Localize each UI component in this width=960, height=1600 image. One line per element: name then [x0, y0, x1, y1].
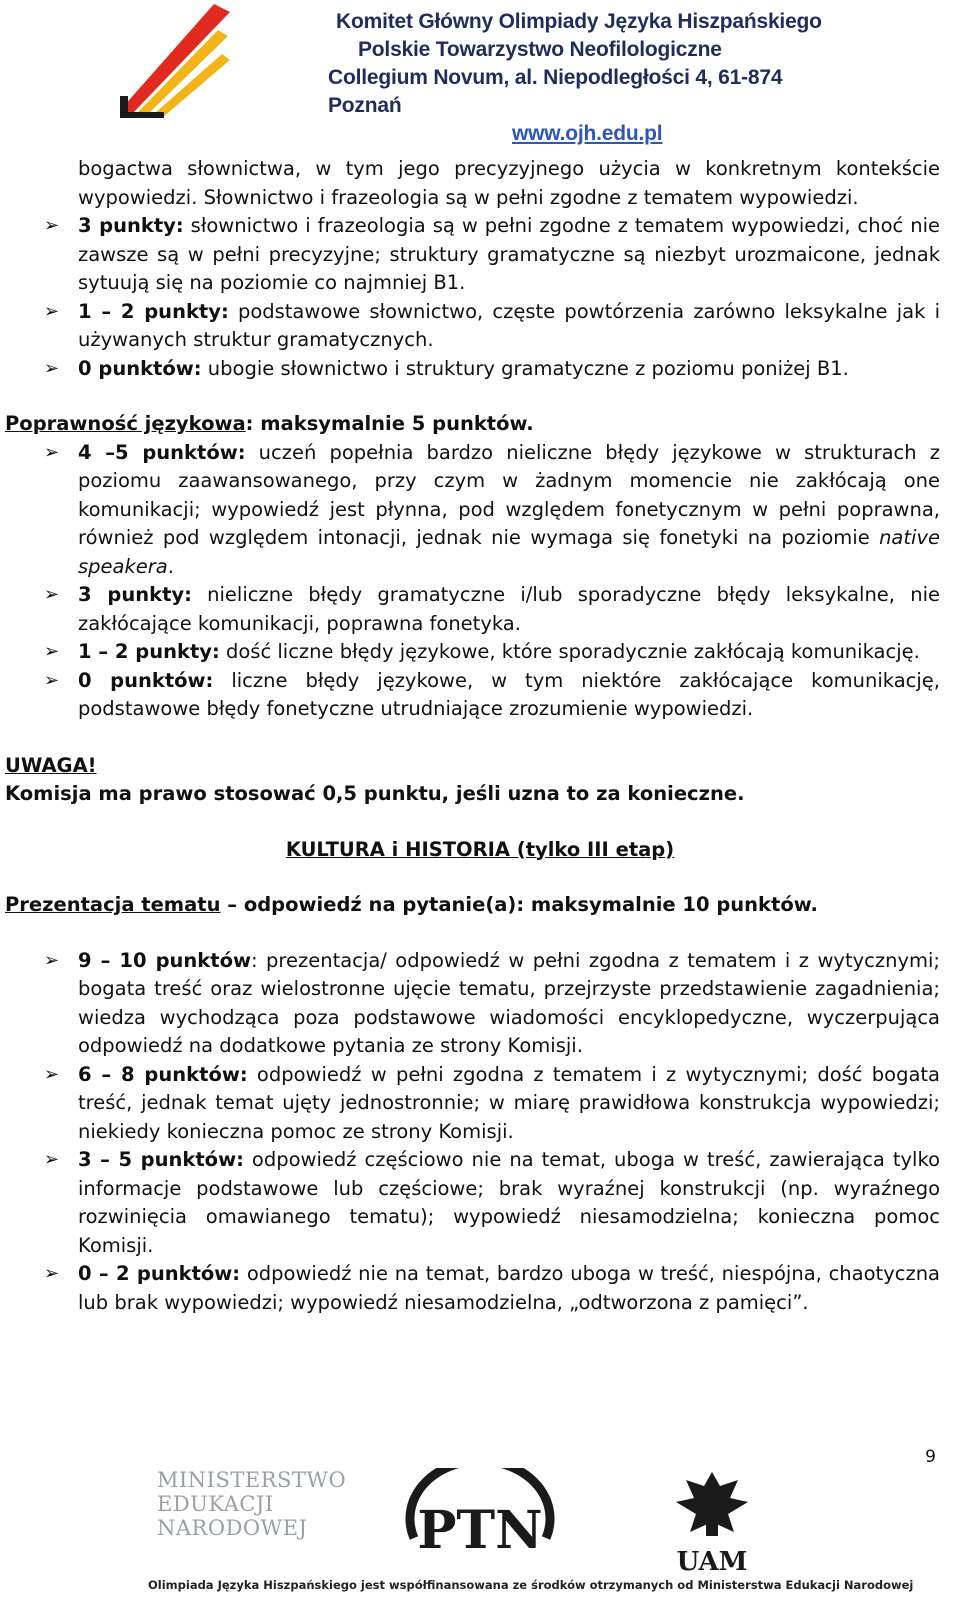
page-header	[0, 0, 960, 145]
ptn-logo-icon	[400, 1468, 560, 1572]
ptn-logo-text: PTN	[417, 1500, 543, 1561]
warning-text: Komisja ma prawo stosować 0,5 punktu, jeśli uzna to za konieczne.	[5, 782, 745, 805]
list-item	[44, 1061, 940, 1147]
page-number: 9	[925, 1447, 936, 1467]
list-item	[44, 439, 940, 582]
arrow-bullet-icon: ➢	[44, 357, 60, 379]
arrow-bullet-icon: ➢	[44, 669, 60, 691]
score-description: liczne błędy językowe, w tym niektóre zakłócające komunikację, podstawowe błędy fonetyczne utrudniające zrozumienie wypowiedzi.	[78, 668, 940, 720]
score-description: nieliczne błędy gramatyczne i/lub sporadyczne błędy leksykalne, nie zakłócające komunikacji, poprawna fonetyka.	[78, 583, 940, 635]
score-description: odpowiedź w pełni zgodna z tematem i z wytycznymi; dość bogata treść, jednak temat ujęty jednostronnie; w miarę prawidłowa konstrukcja wypowiedzi; niekiedy konieczna pomoc ze strony Komisji.	[78, 1062, 940, 1143]
score-label: 6 – 8 punktów:	[78, 1062, 248, 1086]
score-label: 3 – 5 punktów:	[78, 1148, 244, 1171]
culture-history-heading: KULTURA i HISTORIA (tylko III etap)	[285, 837, 675, 861]
correctness-heading-rest: : maksymalnie 5 punktów.	[245, 412, 534, 435]
list-item	[44, 667, 940, 724]
list-item	[44, 1146, 940, 1260]
score-description: podstawowe słownictwo, częste powtórzenia zarówno leksykalne jak i używanych struktur gramatycznych.	[78, 299, 940, 351]
uam-eagle-logo-icon	[672, 1466, 752, 1576]
header-address: Collegium Novum, al. Niepodległości 4, 61-874 Poznań	[328, 66, 783, 117]
score-label: 0 punktów:	[78, 356, 202, 380]
score-description-tail: .	[167, 554, 174, 578]
document-body	[0, 155, 960, 1317]
score-label: 0 punktów:	[78, 668, 214, 692]
list-item	[44, 947, 940, 1061]
uam-logo-text: UAM	[676, 1547, 748, 1576]
score-description: odpowiedź nie na temat, bardzo uboga w treść, niespójna, chaotyczna lub brak wypowiedzi; wypowiedź niesamodzielna, „odtworzona z pamięci”.	[78, 1262, 940, 1314]
italic-term: native speakera	[78, 526, 940, 578]
list-item	[44, 581, 940, 638]
header-committee: Komitet Główny Olimpiady Języka Hiszpańskiego	[336, 10, 822, 33]
score-label: 1 – 2 punkty:	[78, 640, 220, 663]
score-description: uczeń popełnia bardzo nieliczne błędy językowe w strukturach z poziomu zaawansowanego, przy czym w żadnym momencie nie zakłócają one komunikacji; wypowiedź jest płynna, pod względem fonetycznym w pełni poprawna, również pod względem intonacji, jednak nie wymaga się fonetyki na poziomie	[78, 440, 940, 549]
score-description: odpowiedź częściowo nie na temat, uboga w treść, zawierająca tylko informacje podstawowe lub częściowe; brak wyraźnej konstrukcji (np. wyraźnego rozwinięcia omawianego tematu); wypowiedź niesamodzielna; konieczna pomoc Komisji.	[78, 1148, 940, 1257]
presentation-heading	[5, 891, 940, 920]
score-description: : prezentacja/ odpowiedź w pełni zgodna z tematem i z wytycznymi; bogata treść oraz wielostronne ujęcie tematu, przejrzyste przedstawienie zagadnienia; wiedza wychodząca poza podstawowe wiadomości encyklopedyczne, wyczerpująca odpowiedź na dodatkowe pytania ze strony Komisji.	[78, 948, 940, 1057]
score-label: 3 punkty:	[78, 214, 184, 237]
score-label: 9 – 10 punktów	[78, 948, 252, 972]
arrow-bullet-icon: ➢	[44, 1149, 60, 1170]
intro-paragraph: bogactwa słownictwa, w tym jego precyzyjnego użycia w konkretnym kontekście wypowiedzi. Słownictwo i frazeologia są w pełni zgodne z tematem wypowiedzi.	[78, 157, 940, 209]
warning-label: UWAGA!	[5, 753, 97, 777]
score-description: dość liczne błędy językowe, które sporadycznie zakłócają komunikację.	[219, 640, 920, 663]
arrow-bullet-icon: ➢	[44, 1063, 60, 1085]
ministry-line: MINISTERSTWO	[157, 1468, 347, 1492]
footer-note: Olimpiada Języka Hiszpańskiego jest współfinansowana ze środków otrzymanych od Ministerstwa Edukacji Narodowej	[148, 1578, 914, 1592]
correctness-bullet-list	[0, 439, 960, 724]
list-item	[44, 355, 940, 384]
arrow-bullet-icon: ➢	[44, 584, 60, 605]
vocab-bullet-list	[0, 212, 960, 383]
score-description: słownictwo i frazeologia są w pełni zgodne z tematem wypowiedzi, choć nie zawsze są w pełni precyzyjne; struktury gramatyczne są niezbyt urozmaicone, jednak sytuują się na poziomie co najmniej B1.	[78, 214, 940, 294]
score-label: 0 – 2 punktów:	[78, 1262, 241, 1285]
header-url-link[interactable]: www.ojh.edu.pl	[512, 122, 663, 145]
arrow-bullet-icon: ➢	[44, 441, 60, 463]
list-item	[44, 638, 940, 667]
presentation-heading-underlined: Prezentacja tematu	[5, 893, 221, 916]
header-text	[328, 8, 856, 148]
header-society: Polskie Towarzystwo Neofilologiczne	[358, 38, 722, 61]
score-label: 1 – 2 punkty:	[78, 299, 229, 323]
arrow-bullet-icon: ➢	[44, 215, 60, 236]
list-item	[44, 212, 940, 298]
list-item	[44, 298, 940, 355]
arrow-bullet-icon: ➢	[44, 641, 60, 662]
presentation-heading-rest: – odpowiedź na pytanie(a): maksymalnie 10 punktów.	[220, 893, 818, 916]
ministry-line: EDUKACJI	[157, 1492, 274, 1516]
score-label: 4 –5 punktów:	[78, 440, 246, 464]
correctness-heading-underlined: Poprawność językowa	[5, 412, 246, 435]
arrow-bullet-icon: ➢	[44, 300, 60, 322]
list-item	[44, 1260, 940, 1317]
presentation-bullet-list	[0, 947, 960, 1318]
score-label: 3 punkty:	[78, 583, 192, 606]
ministry-line: NARODOWEJ	[157, 1516, 308, 1540]
correctness-heading	[5, 410, 940, 439]
arrow-bullet-icon: ➢	[44, 1263, 60, 1284]
ministry-logo	[157, 1468, 357, 1540]
score-description: ubogie słownictwo i struktury gramatyczne z poziomu poniżej B1.	[201, 356, 849, 380]
arrow-bullet-icon: ➢	[44, 949, 60, 971]
warning-block	[5, 752, 940, 809]
olympiad-logo-icon	[118, 4, 230, 122]
